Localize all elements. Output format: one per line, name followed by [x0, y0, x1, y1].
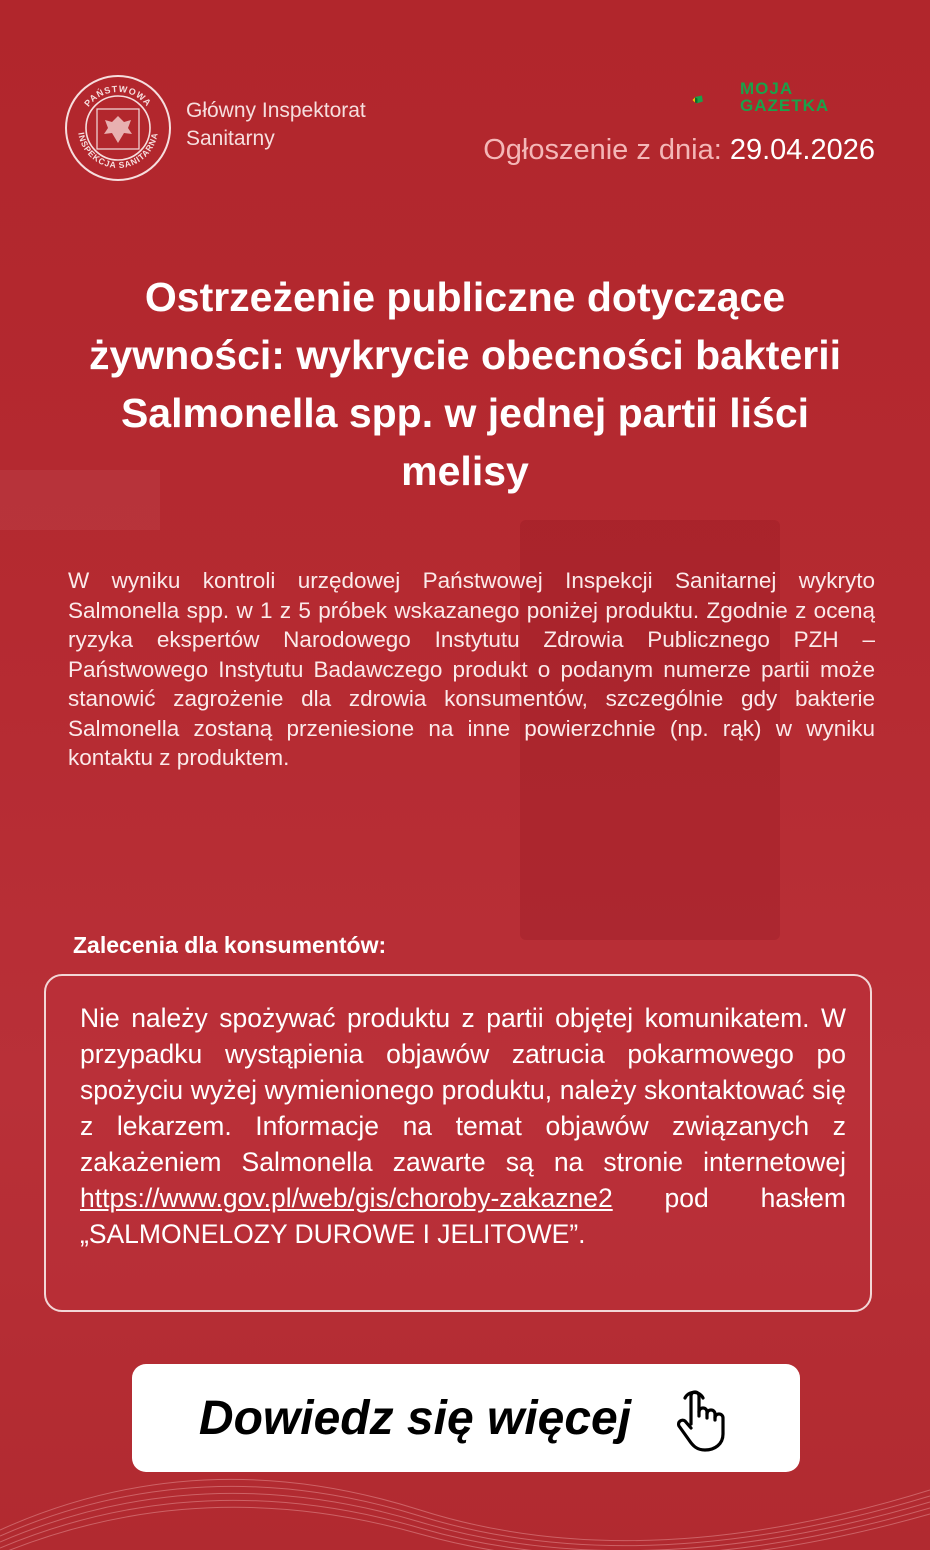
recommendations-text-before: Nie należy spożywać produktu z partii objętej komunikatem. W przypadku wystąpienia objawów zatrucia pokarmowego po spożyciu wyżej wymienionego produktu, należy skontaktować się z lekarzem. Informacje na temat objawów związanych z zakażeniem Salmonella zawarte są na stronie internetowej	[80, 1003, 846, 1177]
org-name-line1: Główny Inspektorat	[186, 99, 366, 122]
page-title: Ostrzeżenie publiczne dotyczące żywności: wykrycie obecności bakterii Salmonella spp. w jednej partii liści melisy	[89, 274, 841, 494]
org-name	[186, 97, 366, 153]
recommendations-heading: Zalecenia dla konsumentów:	[73, 932, 387, 958]
date-label: Ogłoszenie z dnia:	[483, 134, 722, 166]
svg-text:PAŃSTWOWA: PAŃSTWOWA	[82, 83, 154, 109]
learn-more-button[interactable]	[132, 1364, 800, 1472]
partner-logo-line1: MOJA	[740, 79, 794, 98]
date-value: 29.04.2026	[729, 134, 875, 166]
gov-link[interactable]: https://www.gov.pl/web/gis/choroby-zakazne2	[80, 1183, 613, 1213]
svg-text:INSPEKCJA SANITARNA: INSPEKCJA SANITARNA	[76, 131, 160, 171]
hand-pointer-icon	[671, 1382, 733, 1454]
recommendations-box	[44, 974, 872, 1312]
announcement-date	[483, 134, 875, 167]
learn-more-label: Dowiedz się więcej	[198, 1391, 632, 1445]
recommendations-text-after: pod hasłem „SALMONELOZY DUROWE I JELITOWE”.	[80, 1183, 846, 1249]
tag-icon	[692, 80, 738, 120]
gis-emblem-logo	[64, 74, 172, 182]
recommendations-text	[80, 1000, 846, 1252]
org-name-line2: Sanitarny	[186, 127, 275, 150]
partner-logo-line2: GAZETKA	[740, 96, 830, 115]
announcement-body: W wyniku kontroli urzędowej Państwowej Inspekcji Sanitarnej wykryto Salmonella spp. w 1 z 5 próbek wskazanego poniżej produktu. Zgodnie z oceną ryzyka ekspertów Narodowego Instytutu Zdrowia Publicznego PZH – Państwowego Instytutu Badawczego produkt o podanym numerze partii może stanowić zagrożenie dla zdrowia konsumentów, szczególnie gdy bakterie Salmonella zostaną przeniesione na inne powierzchnie (np. rąk) w wyniku kontaktu z produktem.	[68, 568, 875, 770]
partner-logo	[740, 80, 829, 114]
